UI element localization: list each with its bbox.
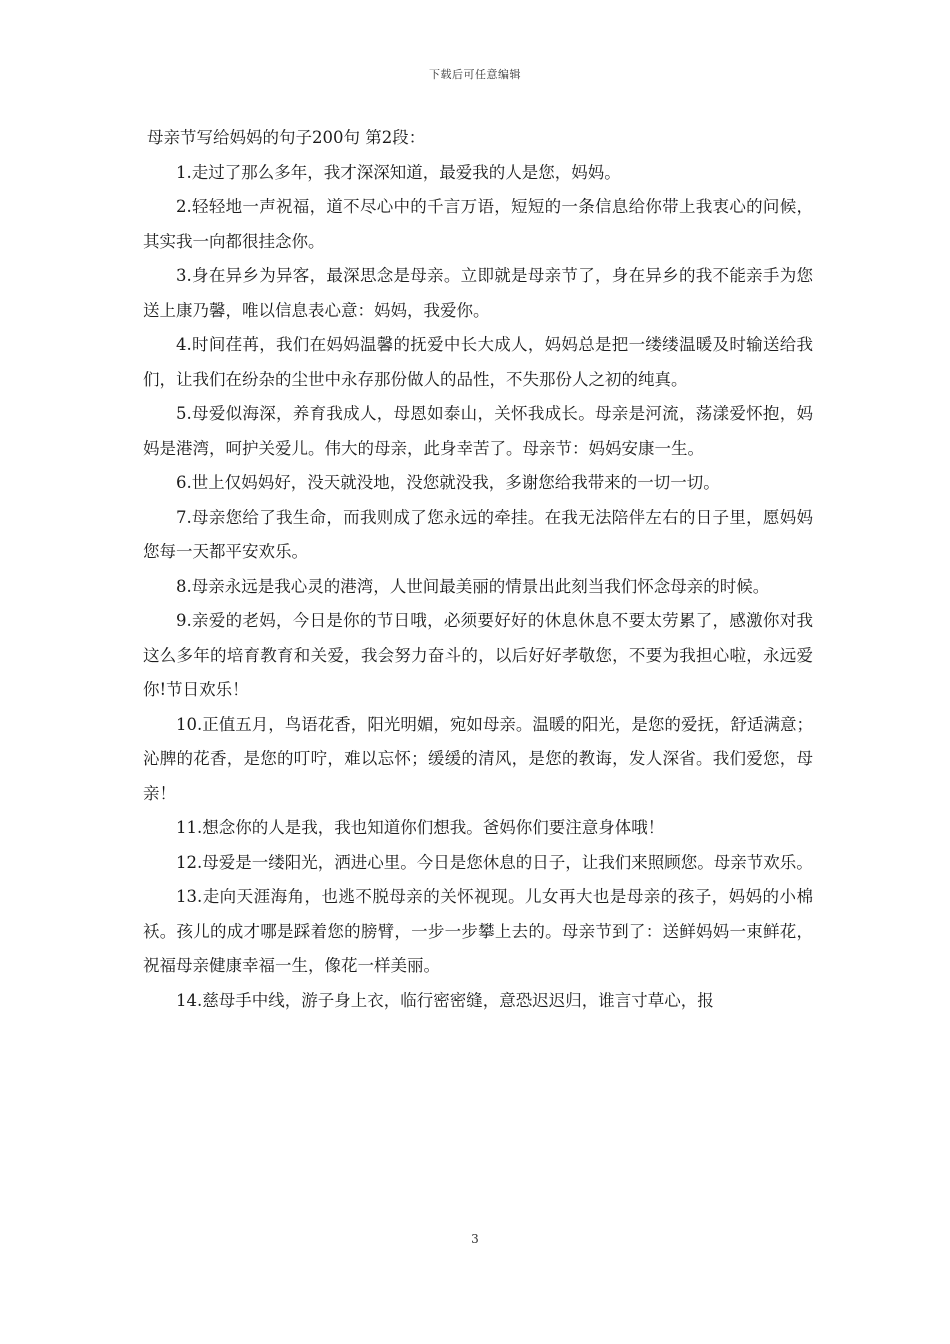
paragraph-10: 10.正值五月，鸟语花香，阳光明媚，宛如母亲。温暖的阳光，是您的爱抚，舒适满意；沁脾的花香，是您的叮咛，难以忘怀；缓缓的清风，是您的教诲，发人深省。我们爱您，母亲！: [143, 714, 813, 803]
paragraph-7: 7.母亲您给了我生命，而我则成了您永远的牵挂。在我无法陪伴左右的日子里，愿妈妈您每一天都平安欢乐。: [143, 507, 813, 561]
paragraph-4: 4.时间荏苒，我们在妈妈温馨的抚爱中长大成人，妈妈总是把一缕缕温暖及时输送给我们，让我们在纷杂的尘世中永存那份做人的品性，不失那份人之初的纯真。: [143, 335, 813, 389]
paragraph-11: 11.想念你的人是我，我也知道你们想我。爸妈你们要注意身体哦！: [176, 818, 665, 837]
page-number: 3: [471, 1232, 479, 1246]
document-body: [143, 121, 813, 1018]
paragraph-6: 6.世上仅妈妈好，没天就没地，没您就没我，多谢您给我带来的一切一切。: [176, 473, 720, 492]
paragraph-13: 13.走向天涯海角，也逃不脱母亲的关怀视现。儿女再大也是母亲的孩子，妈妈的小棉袄。孩儿的成才哪是踩着您的膀臂，一步一步攀上去的。母亲节到了：送鲜妈妈一束鲜花，祝福母亲健康幸福一生，像花一样美丽。: [143, 887, 813, 975]
paragraph-8: 8.母亲永远是我心灵的港湾，人世间最美丽的情景出此刻当我们怀念母亲的时候。: [176, 576, 770, 596]
paragraph-1: 1.走过了那么多年，我才深深知道，最爱我的人是您，妈妈。: [176, 162, 621, 182]
page-header: 下载后可任意编辑: [429, 68, 521, 81]
paragraph-14: 14.慈母手中线，游子身上衣，临行密密缝，意恐迟迟归，谁言寸草心，报: [176, 990, 714, 1010]
paragraph-12: 12.母爱是一缕阳光，洒进心里。今日是您休息的日子，让我们来照顾您。母亲节欢乐。: [176, 852, 813, 872]
paragraph-9: 9.亲爱的老妈，今日是你的节日哦，必须要好好的休息休息不要太劳累了，感激你对我这么多年的培育教育和关爱，我会努力奋斗的，以后好好孝敬您，不要为我担心啦，永远爱你!节日欢乐！: [143, 611, 813, 699]
paragraph-2: 2.轻轻地一声祝福，道不尽心中的千言万语，短短的一条信息给你带上我衷心的问候，其实我一向都很挂念你。: [143, 197, 813, 251]
paragraph-5: 5.母爱似海深，养育我成人，母恩如泰山，关怀我成长。母亲是河流，荡漾爱怀抱，妈妈是港湾，呵护关爱儿。伟大的母亲，此身幸苦了。母亲节：妈妈安康一生。: [143, 404, 813, 458]
section-title: 母亲节写给妈妈的句子200句 第2段：: [147, 128, 426, 147]
paragraph-3: 3.身在异乡为异客，最深思念是母亲。立即就是母亲节了，身在异乡的我不能亲手为您送上康乃馨，唯以信息表心意：妈妈，我爱你。: [143, 266, 813, 320]
